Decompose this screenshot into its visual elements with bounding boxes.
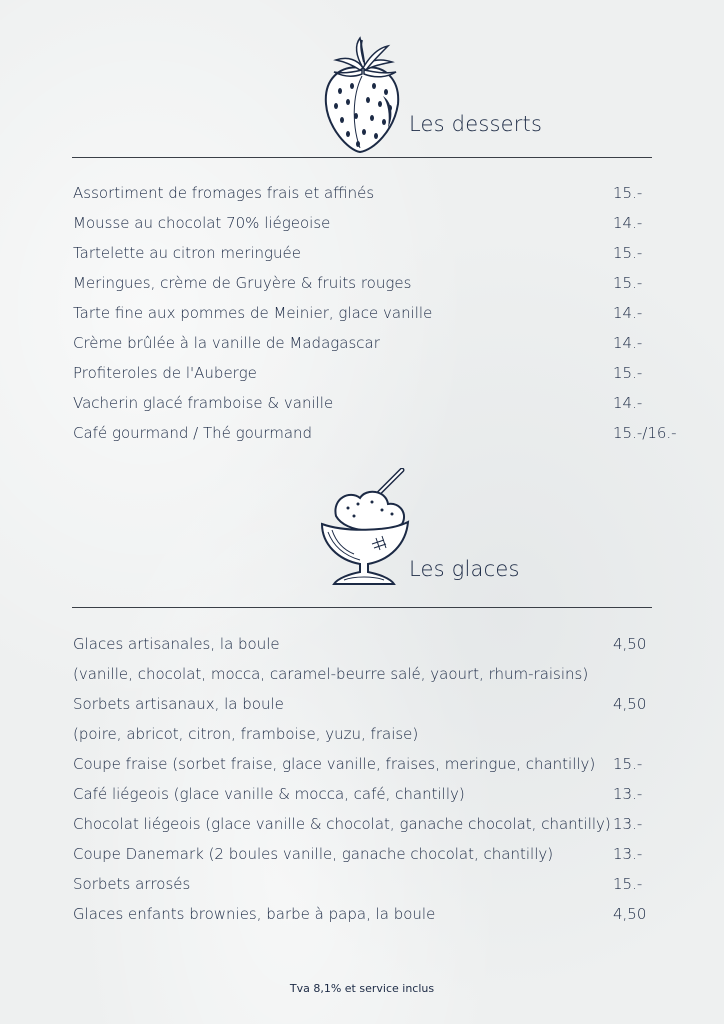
- list-item: [73, 689, 693, 719]
- item-name: Assortiment de fromages frais et affinés: [73, 184, 375, 202]
- list-item: [73, 779, 693, 809]
- item-price: 15.-: [613, 755, 643, 773]
- item-price: 15.-: [613, 274, 643, 292]
- desserts-divider: [72, 157, 652, 158]
- strawberry-icon: [318, 36, 408, 156]
- item-price: 15.-: [613, 244, 643, 262]
- item-price: 4,50: [613, 905, 647, 923]
- desserts-title: Les desserts: [409, 112, 543, 136]
- list-item: [73, 358, 693, 388]
- item-name: Crème brûlée à la vanille de Madagascar: [73, 334, 380, 352]
- item-name: Coupe Danemark (2 boules vanille, ganache chocolat, chantilly): [73, 845, 554, 863]
- footer-note: Tva 8,1% et service inclus: [289, 982, 435, 995]
- item-name: Sorbets artisanaux, la boule: [73, 695, 284, 713]
- list-item: [73, 839, 693, 869]
- list-item: [73, 208, 693, 238]
- item-price: 14.-: [613, 304, 643, 322]
- item-name: Tartelette au citron meringuée: [73, 244, 302, 262]
- item-price: 14.-: [613, 214, 643, 232]
- list-item: [73, 749, 693, 779]
- item-price: 15.-/16.-: [613, 424, 677, 442]
- item-price: 15.-: [613, 875, 643, 893]
- ice-cream-cup-icon: [314, 468, 414, 598]
- item-price: 13.-: [613, 785, 643, 803]
- list-item: [73, 268, 693, 298]
- list-item: [73, 629, 693, 659]
- item-name: Profiteroles de l'Auberge: [73, 364, 257, 382]
- item-name: Tarte fine aux pommes de Meinier, glace vanille: [73, 304, 433, 322]
- list-item: [73, 869, 693, 899]
- item-price: 4,50: [613, 695, 647, 713]
- list-item: [73, 659, 693, 689]
- item-name: Chocolat liégeois (glace vanille & chocolat, ganache chocolat, chantilly): [73, 815, 611, 833]
- list-item: [73, 388, 693, 418]
- list-item: [73, 298, 693, 328]
- list-item: [73, 418, 693, 448]
- item-name: (poire, abricot, citron, framboise, yuzu, fraise): [73, 725, 419, 743]
- item-name: Sorbets arrosés: [73, 875, 191, 893]
- item-price: 13.-: [613, 845, 643, 863]
- list-item: [73, 719, 693, 749]
- list-item: [73, 899, 693, 929]
- item-price: 15.-: [613, 184, 643, 202]
- item-price: 14.-: [613, 334, 643, 352]
- item-name: Glaces artisanales, la boule: [73, 635, 280, 653]
- item-name: Glaces enfants brownies, barbe à papa, la boule: [73, 905, 436, 923]
- item-name: Mousse au chocolat 70% liégeoise: [73, 214, 331, 232]
- glaces-title: Les glaces: [409, 557, 520, 581]
- item-name: Meringues, crème de Gruyère & fruits rouges: [73, 274, 412, 292]
- list-item: [73, 809, 693, 839]
- item-name: Vacherin glacé framboise & vanille: [73, 394, 334, 412]
- item-price: 14.-: [613, 394, 643, 412]
- list-item: [73, 238, 693, 268]
- item-name: Coupe fraise (sorbet fraise, glace vanille, fraises, meringue, chantilly): [73, 755, 596, 773]
- item-name: Café liégeois (glace vanille & mocca, café, chantilly): [73, 785, 465, 803]
- item-price: 13.-: [613, 815, 643, 833]
- item-name: (vanille, chocolat, mocca, caramel-beurre salé, yaourt, rhum-raisins): [73, 665, 589, 683]
- item-price: 4,50: [613, 635, 647, 653]
- list-item: [73, 328, 693, 358]
- item-name: Café gourmand / Thé gourmand: [73, 424, 313, 442]
- list-item: [73, 178, 693, 208]
- item-price: 15.-: [613, 364, 643, 382]
- glaces-divider: [72, 607, 652, 608]
